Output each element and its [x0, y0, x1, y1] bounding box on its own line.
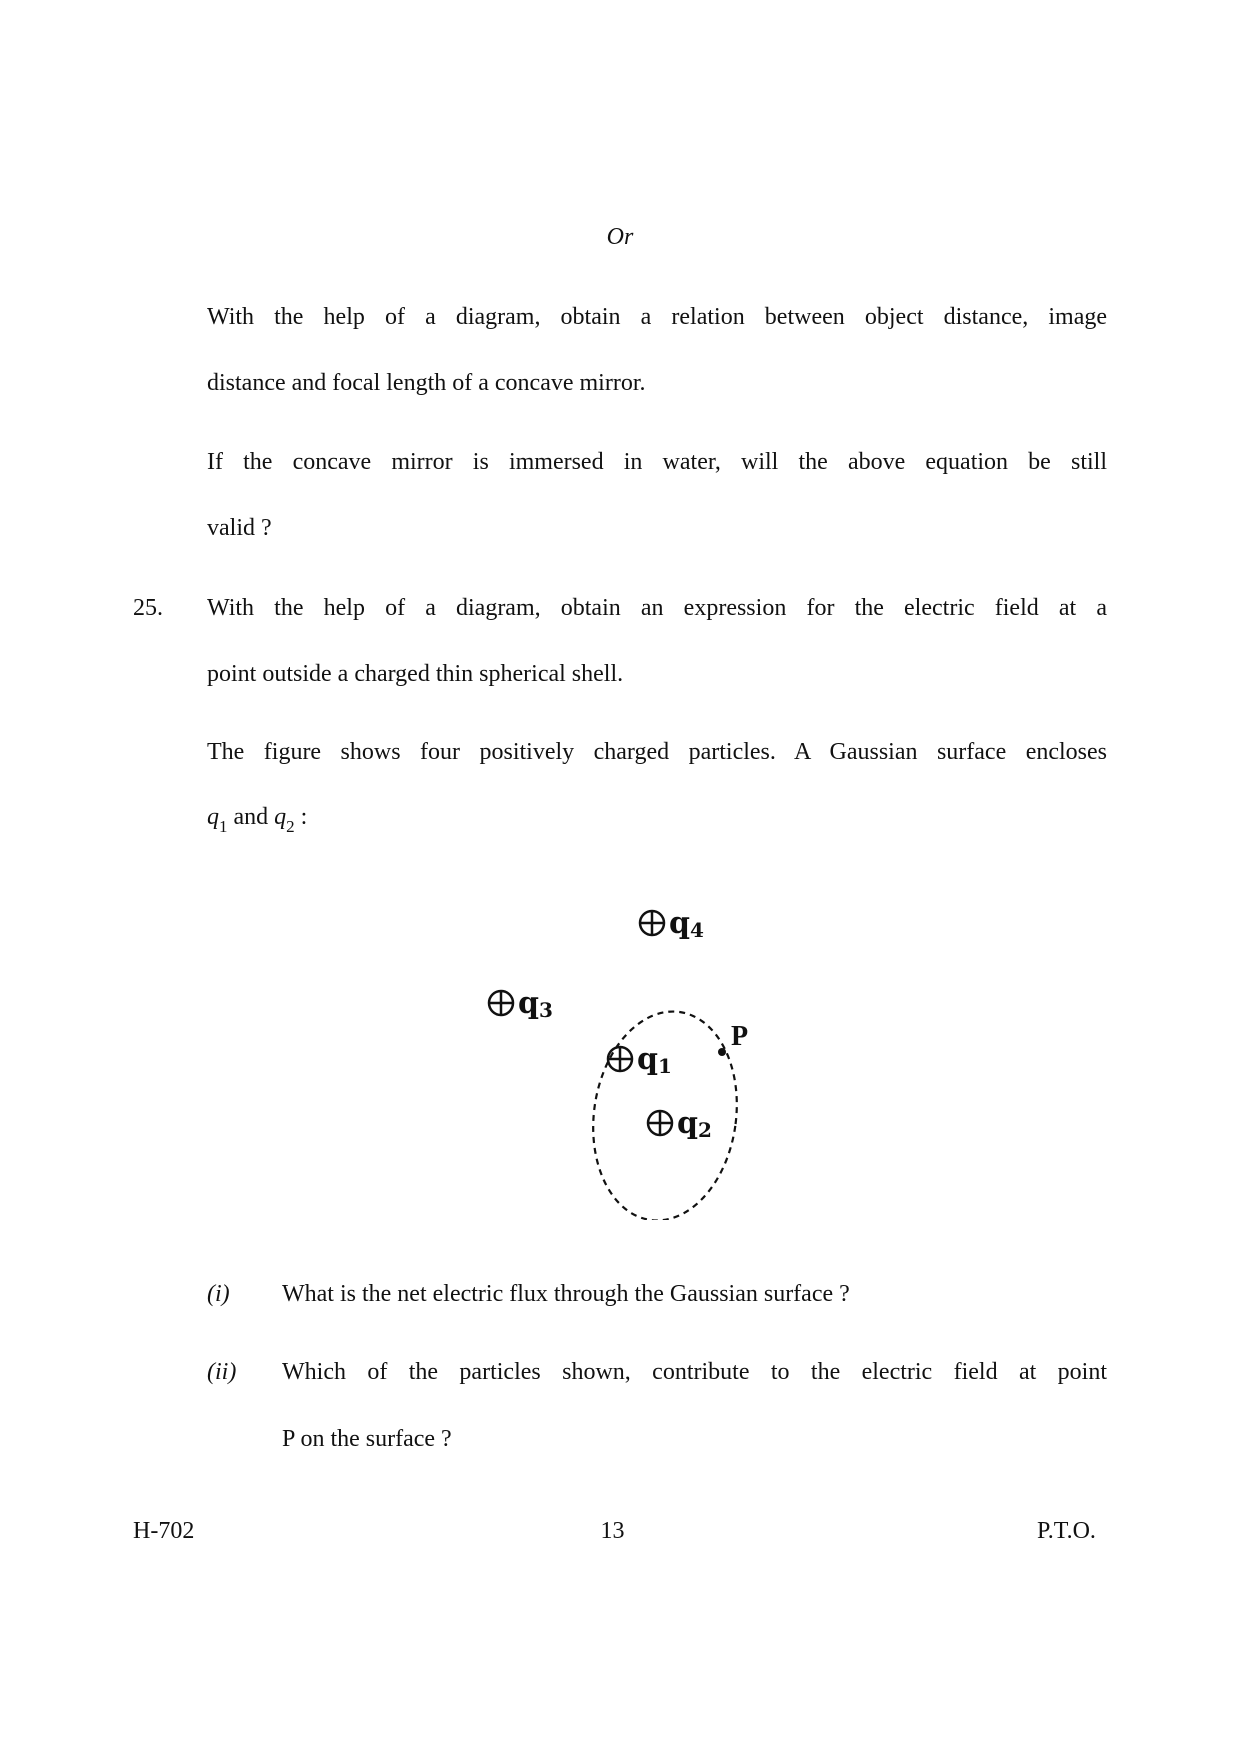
colon: : [300, 804, 308, 830]
q1-symbol: q [207, 804, 219, 830]
sub-question-ii-text: Which of the particles shown, contribute to the electric field at point [282, 1359, 1107, 1385]
point-p-dot [718, 1048, 726, 1056]
positive-charge-icon [608, 1047, 632, 1071]
charge-q2-label: q2 [677, 1106, 712, 1142]
or-question-line-1: With the help of a diagram, obtain a relation between object distance, image [207, 304, 1107, 330]
charge-q4-label: q4 [669, 906, 704, 942]
q2-subscript: 2 [286, 817, 295, 836]
sub-question-i-marker: (i) [207, 1281, 230, 1307]
positive-charge-icon [489, 991, 513, 1015]
charge-q3 [489, 986, 553, 1022]
question-number: 25. [133, 595, 163, 621]
or-question-line-2: distance and focal length of a concave mirror. [207, 370, 646, 396]
and-word: and [233, 804, 269, 830]
charge-q4 [640, 906, 704, 942]
sub-question-ii-marker: (ii) [207, 1359, 237, 1385]
sub-question-i-text: What is the net electric flux through the Gaussian surface ? [282, 1281, 850, 1307]
q25-line-2: point outside a charged thin spherical shell. [207, 661, 624, 687]
or-separator: Or [606, 224, 634, 250]
positive-charge-icon [640, 911, 664, 935]
q2-symbol: q [274, 804, 287, 830]
or-question-line-3: If the concave mirror is immersed in water, will the above equation be still [207, 449, 1107, 475]
charge-q1 [608, 1042, 672, 1078]
please-turn-over: P.T.O. [1037, 1518, 1096, 1544]
q25-line-3: The figure shows four positively charged particles. A Gaussian surface encloses [207, 739, 1107, 765]
page-number: 13 [600, 1518, 625, 1544]
sub-question-ii-text-2: P on the surface ? [282, 1426, 452, 1452]
point-p-label: P [731, 1021, 749, 1052]
q25-line-1: With the help of a diagram, obtain an expression for the electric field at a [207, 595, 1107, 621]
q25-line-4 [207, 802, 307, 834]
or-question-line-4: valid ? [207, 515, 272, 541]
gaussian-surface-figure [420, 880, 780, 1220]
charge-q2 [648, 1106, 712, 1142]
charge-q1-label: q1 [637, 1042, 672, 1078]
paper-code: H-702 [133, 1518, 195, 1544]
q1-subscript: 1 [219, 817, 228, 836]
positive-charge-icon [648, 1111, 672, 1135]
charge-q3-label: q3 [518, 986, 553, 1022]
